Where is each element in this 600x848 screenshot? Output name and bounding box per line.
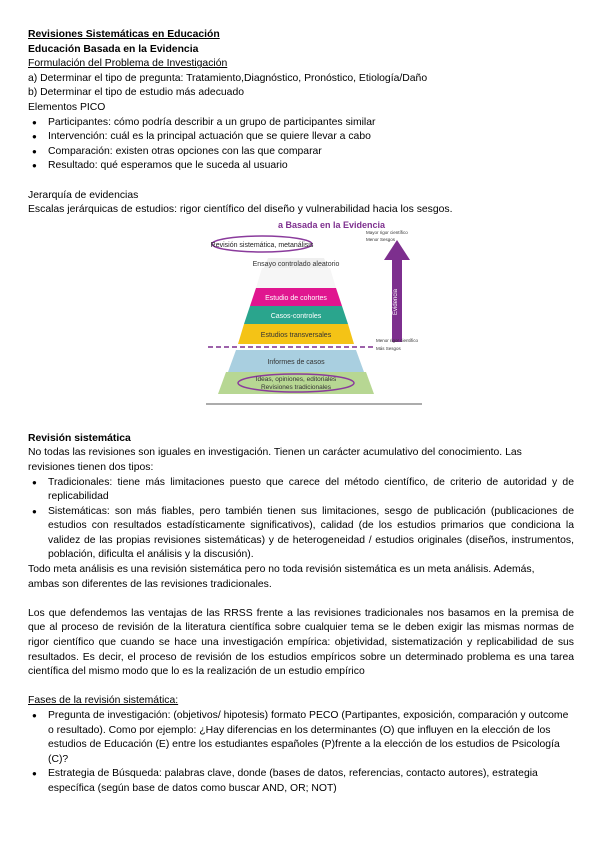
side-top-caption-2: Menor Sesgos: [366, 236, 396, 242]
defense-paragraph: Los que defendemos las ventajas de las RRSS frente a las revisiones tradicionales nos basamos en la premisa de que al proceso de revisión de la literatura científica sobre cualquier tema se le deben exigir las mismas normas de rigor científico que cuando se hace una investigación empírica: objetividad, sistematización y replicabilidad de sus resultados. Es decir, el proceso de revisión de los estudios empíricos sobre un determinado problema es una tarea científica del mismo modo que lo es la realización de un estudio empírico: [28, 607, 574, 678]
document-page: [28, 28, 574, 797]
document-subtitle: Educación Basada en la Evidencia: [28, 43, 199, 55]
pico-item: ● Comparación: existen otras opciones con las que comparar: [28, 145, 574, 160]
pico-list: [28, 116, 574, 174]
phase-item: ● Pregunta de investigación: (objetivos/ hipotesis) formato PECO (Partipantes, exposición, comparación y outcome o resultado). Como por ejemplo: ¿Hay diferencias en los determinantes (O) que influyen en la elección de los estudios de Educación (E) entre los estudiantes españoles (P)frente a la elección de los estudios de Psicología (C)?: [28, 709, 574, 767]
meta-analysis-line-1: Todo meta análisis es una revisión sistemática pero no toda revisión sistemática es un meta análisis. Además,: [28, 564, 535, 576]
pico-item: ● Participantes: cómo podría describir a un grupo de participantes similar: [28, 116, 574, 131]
pyramid-label-transversal: Estudios transversales: [260, 331, 332, 339]
phase-item: ● Estrategia de Búsqueda: palabras clave, donde (bases de datos, referencias, contacto autores), estrategia específica (según base de datos como buscar AND, OR; NOT): [28, 767, 574, 796]
hierarchy-scales: Escalas jerárquicas de estudios: rigor científico del diseño y vulnerabilidad hacia los sesgos.: [28, 204, 453, 216]
evidence-arrow-label: Evidencia: [393, 288, 399, 315]
pyramid-label-cohort: Estudio de cohortes: [265, 294, 327, 302]
systematic-heading: Revisión sistemática: [28, 432, 131, 444]
pyramid-label-rct: Ensayo controlado aleatorio: [252, 260, 340, 268]
hierarchy-heading: Jerarquía de evidencias: [28, 189, 139, 201]
pyramid-label-reports: Informes de casos: [267, 358, 325, 366]
meta-analysis-line-2: ambas son diferentes de las revisiones tradicionales.: [28, 578, 272, 590]
phases-heading: Fases de la revisión sistemática:: [28, 695, 179, 707]
pico-item: ● Resultado: qué esperamos que le suceda al usuario: [28, 159, 574, 174]
pyramid-label-systematic: Revisión sistemática, metanálisis: [210, 241, 314, 249]
formulation-line-a: a) Determinar el tipo de pregunta: Tratamiento,Diagnóstico, Pronóstico, Etiología/Daño: [28, 72, 428, 84]
review-type-item: ● Tradicionales: tiene más limitaciones puesto que carece del método científico, de criterio de autoridad y de replicabilidad: [28, 476, 574, 505]
evidence-pyramid-figure: [28, 220, 574, 428]
side-bottom-caption-2: Más Sesgos: [376, 345, 401, 351]
document-title: Revisiones Sistemáticas en Educación: [28, 29, 220, 40]
evidence-pyramid: [206, 220, 422, 426]
phases-list: [28, 709, 574, 797]
pyramid-label-case-control: Casos-controles: [270, 312, 322, 320]
formulation-heading: Formulación del Problema de Investigación: [28, 58, 228, 70]
review-type-item: ● Sistemáticas: son más fiables, pero también tienen sus limitaciones, sesgo de publicación (publicaciones de estudios con resultados estadísticamente significativos), calidad (de los estudios primarios que condiciona la validez de las propias revisiones sistemáticas) y de heterogeneidad / estudios originales (diseños, instrumentos, población, dificulta el análisis y la discusión).: [28, 505, 574, 563]
pyramid-label-traditional: Revisiones tradicionales: [260, 383, 332, 391]
review-types-list: [28, 476, 574, 564]
systematic-intro-2: revisiones tienen dos tipos:: [28, 461, 154, 473]
side-bottom-caption-1: Menor rigor científico: [376, 337, 419, 343]
pyramid-layer-rct-band: [256, 268, 336, 288]
pico-heading: Elementos PICO: [28, 101, 106, 113]
side-top-caption-1: Mayor rigor científico: [366, 229, 408, 235]
pyramid-banner: a Basada en la Evidencia: [278, 219, 386, 230]
pico-item: ● Intervención: cuál es la principal actuación que se quiere llevar a cabo: [28, 130, 574, 145]
formulation-line-b: b) Determinar el tipo de estudio más adecuado: [28, 87, 245, 99]
systematic-intro-1: No todas las revisiones son iguales en investigación. Tienen un carácter acumulativo del conocimiento. Las: [28, 447, 522, 459]
pyramid-label-ideas: Ideas, opiniones, editoriales: [255, 375, 337, 383]
